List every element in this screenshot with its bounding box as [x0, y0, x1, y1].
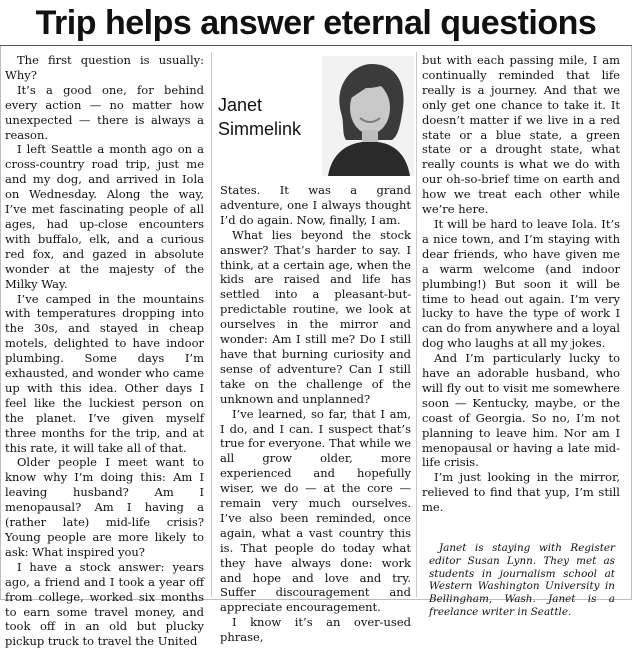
column-2	[220, 183, 411, 645]
paragraph: The first question is usually: Why?	[5, 53, 204, 82]
paragraph: It’s a good one, for behind every action — no matter how unexpected — there is always a reason.	[5, 82, 204, 142]
paragraph: but with each passing mile, I am continually reminded that life really is a journey. And that we only get one chance to take it. It doesn’t matter if we live in a red state or a blue state, a green state or a drought state, what really counts is what we do with our oh-so-brief time on earth and how we treat each other while we’re here.	[422, 53, 620, 217]
paragraph: It will be hard to leave Iola. It’s a nice town, and I’m staying with dear friends, who have given me a warm welcome (and indoor plumbing!) But soon it will be time to head out again. I’m very lucky to have the type of work I can do from anywhere and a loyal dog who laughs at all my jokes.	[422, 216, 620, 351]
author-note-text: Janet is staying with Register editor Susan Lynn. They met as students in journalism school at Western Washington University in Bellingham, Wash. Janet is a freelance writer in Seattle.	[429, 542, 615, 618]
paragraph: I have a stock answer: years ago, a friend and I took a year off from college, worked six months to earn some travel money, and took off in an old but plucky pickup truck to travel the United	[5, 559, 204, 649]
portrait-photo-icon	[322, 56, 414, 176]
paragraph: I know it’s an over-used phrase,	[220, 615, 411, 645]
paragraph: I’ve learned, so far, that I am, I do, and I can. I suspect that’s true for everyone. That while we all grow older, more experienced and hopefully wiser, we do — at the core — remain very much ourselves. I’ve also been reminded, once again, what a vast country this is. That people do today what they have always done: work and hope and love and try. Suffer discouragement and appreciate encouragement.	[220, 406, 411, 615]
column-1	[5, 53, 204, 649]
headline: Trip helps answer eternal questions	[35, 4, 597, 42]
byline	[218, 93, 318, 141]
paragraph: I’ve camped in the mountains with temperatures dropping into the 30s, and stayed in cheap motels, delighted to have indoor plumbing. Some days I’m exhausted, and wonder who came up with this idea. Other days I feel like the luckiest person on the planet. I’ve given myself three months for the trip, and at this rate, it will take all of that.	[5, 291, 204, 455]
paragraph: I left Seattle a month ago on a cross-country road trip, just me and my dog, and arrived in Iola on Wednesday. Along the way, I’ve met fascinating people of all ages, had up-close encounters with buffalo, elk, and a curious red fox, and gazed in absolute wonder at the majesty of the Milky Way.	[5, 142, 204, 291]
author-photo	[322, 56, 414, 176]
paragraph: Older people I meet want to know why I’m doing this: Am I leaving husband? Am I menopausal? Am I having a (rather late) mid-life crisis? Young people are more likely to ask: What inspired you?	[5, 455, 204, 559]
paragraph: And I’m particularly lucky to have an adorable husband, who will fly out to visit me somewhere soon — Kentucky, maybe, or the coast of Georgia. So no, I’m not planning to leave him. Nor am I menopausal or having a late mid-life crisis.	[422, 351, 620, 470]
column-divider	[211, 52, 212, 597]
author-note	[429, 542, 615, 619]
paragraph: I’m just looking in the mirror, relieved to find that yup, I’m still me.	[422, 470, 620, 515]
byline-last-name: Simmelink	[218, 119, 302, 139]
column-divider	[416, 52, 417, 597]
column-3	[422, 53, 620, 515]
paragraph: States. It was a grand adventure, one I always thought I’d do again. Now, finally, I am.	[220, 183, 411, 227]
byline-first-name: Janet	[218, 95, 263, 115]
paragraph: What lies beyond the stock answer? That’s harder to say. I think, at a certain age, when the kids are raised and life has settled into a pleasant-but-predictable routine, we look at ourselves in the mirror and wonder: Am I still me? Do I still have that burning curiosity and sense of adventure? Can I still take on the challenge of the unknown and unplanned?	[220, 227, 411, 406]
